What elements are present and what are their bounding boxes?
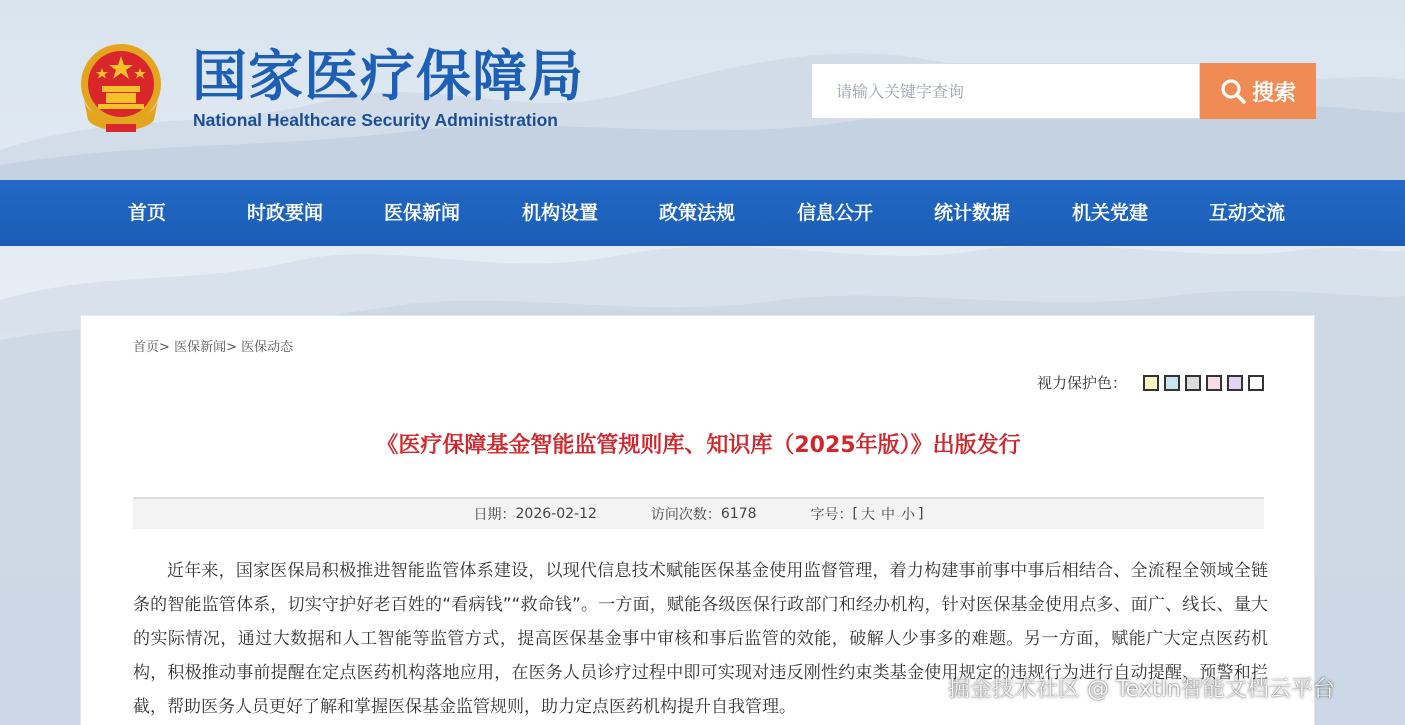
date-label: 日期：	[473, 507, 516, 523]
font-size-large-link[interactable]: 大	[861, 507, 875, 523]
breadcrumb	[133, 336, 293, 355]
eye-care-swatch-white[interactable]	[1248, 375, 1264, 391]
eye-care-swatch-blue[interactable]	[1164, 375, 1180, 391]
font-size-medium-link[interactable]: 中	[881, 507, 895, 523]
main-nav	[0, 180, 1405, 246]
eye-care-swatch-gray[interactable]	[1185, 375, 1201, 391]
breadcrumb-healthcare-news[interactable]: 医保新闻	[174, 340, 227, 355]
nav-item-party-building[interactable]: 机关党建	[1071, 202, 1148, 224]
search-input[interactable]	[811, 63, 1200, 119]
eye-care-swatch-yellow[interactable]	[1143, 375, 1159, 391]
eye-care-color-picker	[1037, 372, 1264, 393]
site-header	[0, 0, 1405, 180]
breadcrumb-separator: >	[226, 340, 237, 355]
eye-care-swatch-purple[interactable]	[1227, 375, 1243, 391]
nav-item-politics-news[interactable]: 时政要闻	[246, 202, 323, 224]
bracket-close: ]	[918, 506, 924, 522]
site-title-en[interactable]: National Healthcare Security Administration	[193, 110, 558, 130]
national-emblem-icon[interactable]	[78, 40, 164, 136]
article-panel	[80, 315, 1315, 725]
nav-item-public-info[interactable]: 信息公开	[796, 202, 873, 224]
font-size-small-link[interactable]: 小	[901, 507, 915, 523]
nav-item-interaction[interactable]: 互动交流	[1208, 202, 1285, 224]
visits-label: 访问次数：	[650, 507, 721, 523]
breadcrumb-healthcare-updates[interactable]: 医保动态	[241, 340, 294, 355]
breadcrumb-separator: >	[159, 340, 170, 355]
font-size-label: 字号：	[810, 507, 853, 523]
publish-date: 2026-02-12	[515, 506, 597, 522]
watermark-text: 掘金技术社区 @ TextIn智能文档云平台	[948, 677, 1335, 702]
search-button-label: 搜索	[1251, 80, 1296, 106]
article-title: 《医疗保障基金智能监管规则库、知识库（2025年版）》出版发行	[376, 433, 1021, 458]
visit-count: 6178	[720, 506, 757, 522]
eye-care-swatch-pink[interactable]	[1206, 375, 1222, 391]
nav-item-organization[interactable]: 机构设置	[521, 202, 598, 224]
bracket-open: [	[852, 506, 858, 522]
site-title-cn[interactable]: 国家医疗保障局	[192, 43, 585, 108]
nav-item-statistics[interactable]: 统计数据	[933, 202, 1010, 224]
nav-item-home[interactable]: 首页	[127, 202, 166, 224]
breadcrumb-home[interactable]: 首页	[133, 340, 160, 355]
article-meta-bar	[133, 497, 1264, 529]
magnifier-icon	[1220, 78, 1246, 104]
article-paragraph: 近年来，国家医保局积极推进智能监管体系建设，以现代信息技术赋能医保基金使用监督管理，着力构建事前事中事后相结合、全流程全领域全链条的智能监管体系，切实守护好老百姓的“看病钱”“救命钱”。一方面，赋能各级医保行政部门和经办机构，针对医保基金使用点多、面广、线长、量大的实际情况，通过大数据和人工智能等监管方式，提高医保基金事中审核和事后监管的效能，破解人少事多的难题。另一方面，赋能广大定点医药机构，积极推动事前提醒在定点医药机构落地应用，在医务人员诊疗过程中即可实现对违反刚性约束类基金使用规定的违规行为进行自动提醒、预警和拦截，帮助医务人员更好了解和掌握医保基金监管规则，助力定点医药机构提升自我管理。	[133, 561, 1268, 717]
nav-item-policies[interactable]: 政策法规	[658, 202, 735, 224]
search-button[interactable]	[1200, 63, 1316, 119]
nav-item-healthcare-news[interactable]: 医保新闻	[383, 202, 460, 224]
eye-care-label: 视力保护色：	[1036, 374, 1127, 392]
